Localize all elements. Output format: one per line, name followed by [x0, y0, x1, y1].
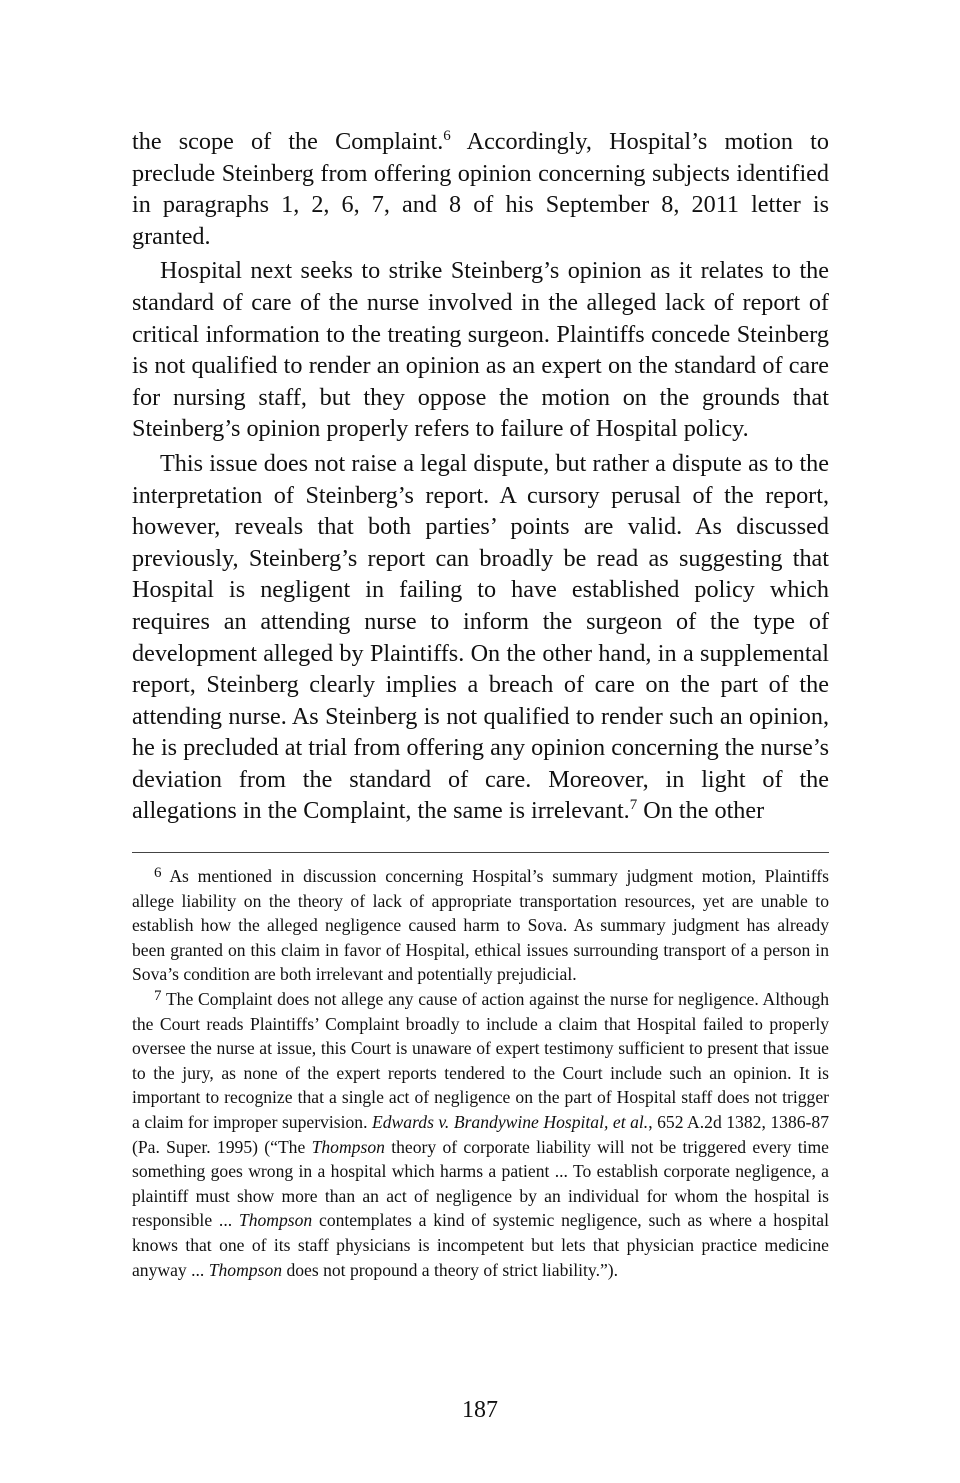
footnote-ref-7: 7	[629, 797, 638, 814]
footnote-7-text-1: The Complaint does not allege any cause of action against the nurse for negligence. Although the Court reads Plaintiffs’ Complaint broadly to include a claim that Hospital failed to properly oversee the nurse at issue, this Court is unaware of expert testimony sufficient to present that issue to the jury, as none of the expert reports tendered to the Court include such an opinion. It is important to recognize that a single act of negligence on the part of Hospital staff does not trigger a claim for improper supervision.	[132, 988, 829, 1132]
paragraph-3	[132, 448, 829, 827]
paragraph-3-text-a: This issue does not raise a legal dispute, but rather a dispute as to the interpretation of Steinberg’s report. A cursory perusal of the report, however, reveals that both parties’ points are valid. As discussed previously, Steinberg’s report can broadly be read as suggesting that Hospital is negligent in failing to have established policy which requires an attending nurse to inform the surgeon of the type of development alleged by Plaintiffs. On the other hand, in a supplemental report, Steinberg clearly implies a breach of care on the part of the attending nurse. As Steinberg is not qualified to render such an opinion, he is precluded at trial from offering any opinion concerning the nurse’s deviation from the standard of care. Moreover, in light of the allegations in the Complaint, the same is irrelevant.	[132, 449, 829, 825]
footnote-7-number: 7	[154, 987, 162, 1004]
footnote-6-number: 6	[154, 865, 162, 881]
footnote-7-text-3: theory of corporate liability will not be triggered every time something goes wrong in a hospital which harms a patient ... To establish corporate negligence, a plaintiff must show more than an act of negligence by an individual for whom the hospital is responsible ...	[132, 1136, 829, 1231]
paragraph-1	[132, 126, 829, 252]
footnote-7-text-2: , 652 A.2d 1382, 1386-87 (Pa. Super. 1995) (“The	[132, 1111, 830, 1157]
footnote-7-thompson-3: Thompson	[208, 1259, 283, 1280]
footnote-6	[132, 864, 829, 987]
paragraph-1-text-b: Accordingly, Hospital’s motion to preclude Steinberg from offering opinion concerning subjects identified in paragraphs 1, 2, 6, 7, and 8 of his September 8, 2011 letter is granted.	[132, 128, 829, 250]
footnote-7-thompson-2: Thompson	[238, 1210, 313, 1231]
paragraph-1-text-a: the scope of the Complaint.	[132, 128, 444, 155]
page-number: 187	[462, 1397, 498, 1423]
footnotes	[132, 864, 829, 1282]
paragraph-2: Hospital next seeks to strike Steinberg’s opinion as it relates to the standard of care of the nurse involved in the alleged lack of report of critical information to the treating surgeon. Plaintiffs concede Steinberg is not qualified to render an opinion as an expert on the standard of care for nursing staff, but they oppose the motion on the grounds that Steinberg’s opinion properly refers to failure of Hospital policy.	[132, 257, 829, 443]
footnote-7-text-5: does not propound a theory of strict liability.”).	[282, 1259, 619, 1280]
main-text	[132, 126, 829, 827]
footnote-divider	[132, 852, 829, 853]
footnote-7-thompson-1: Thompson	[311, 1136, 385, 1157]
paragraph-3-text-b: On the other	[637, 797, 765, 825]
footnote-ref-6: 6	[443, 128, 451, 144]
footnote-6-text: As mentioned in discussion concerning Hospital’s summary judgment motion, Plaintiffs allege liability on the theory of lack of appropriate transportation resources, yet are unable to establish how the alleged negligence caused harm to Sova. As summary judgment has already been granted on this claim in favor of Hospital, ethical issues surrounding transport of a person in Sova’s condition are both irrelevant and potentially prejudicial.	[132, 866, 829, 985]
footnote-7	[132, 987, 829, 1282]
footnote-7-case-citation: Edwards v. Brandywine Hospital, et al.	[372, 1111, 649, 1132]
footnote-7-text-4: contemplates a kind of systemic negligence, such as where a hospital knows that one of its staff physicians is incompetent but lets that physician practice medicine anyway ...	[132, 1210, 829, 1280]
